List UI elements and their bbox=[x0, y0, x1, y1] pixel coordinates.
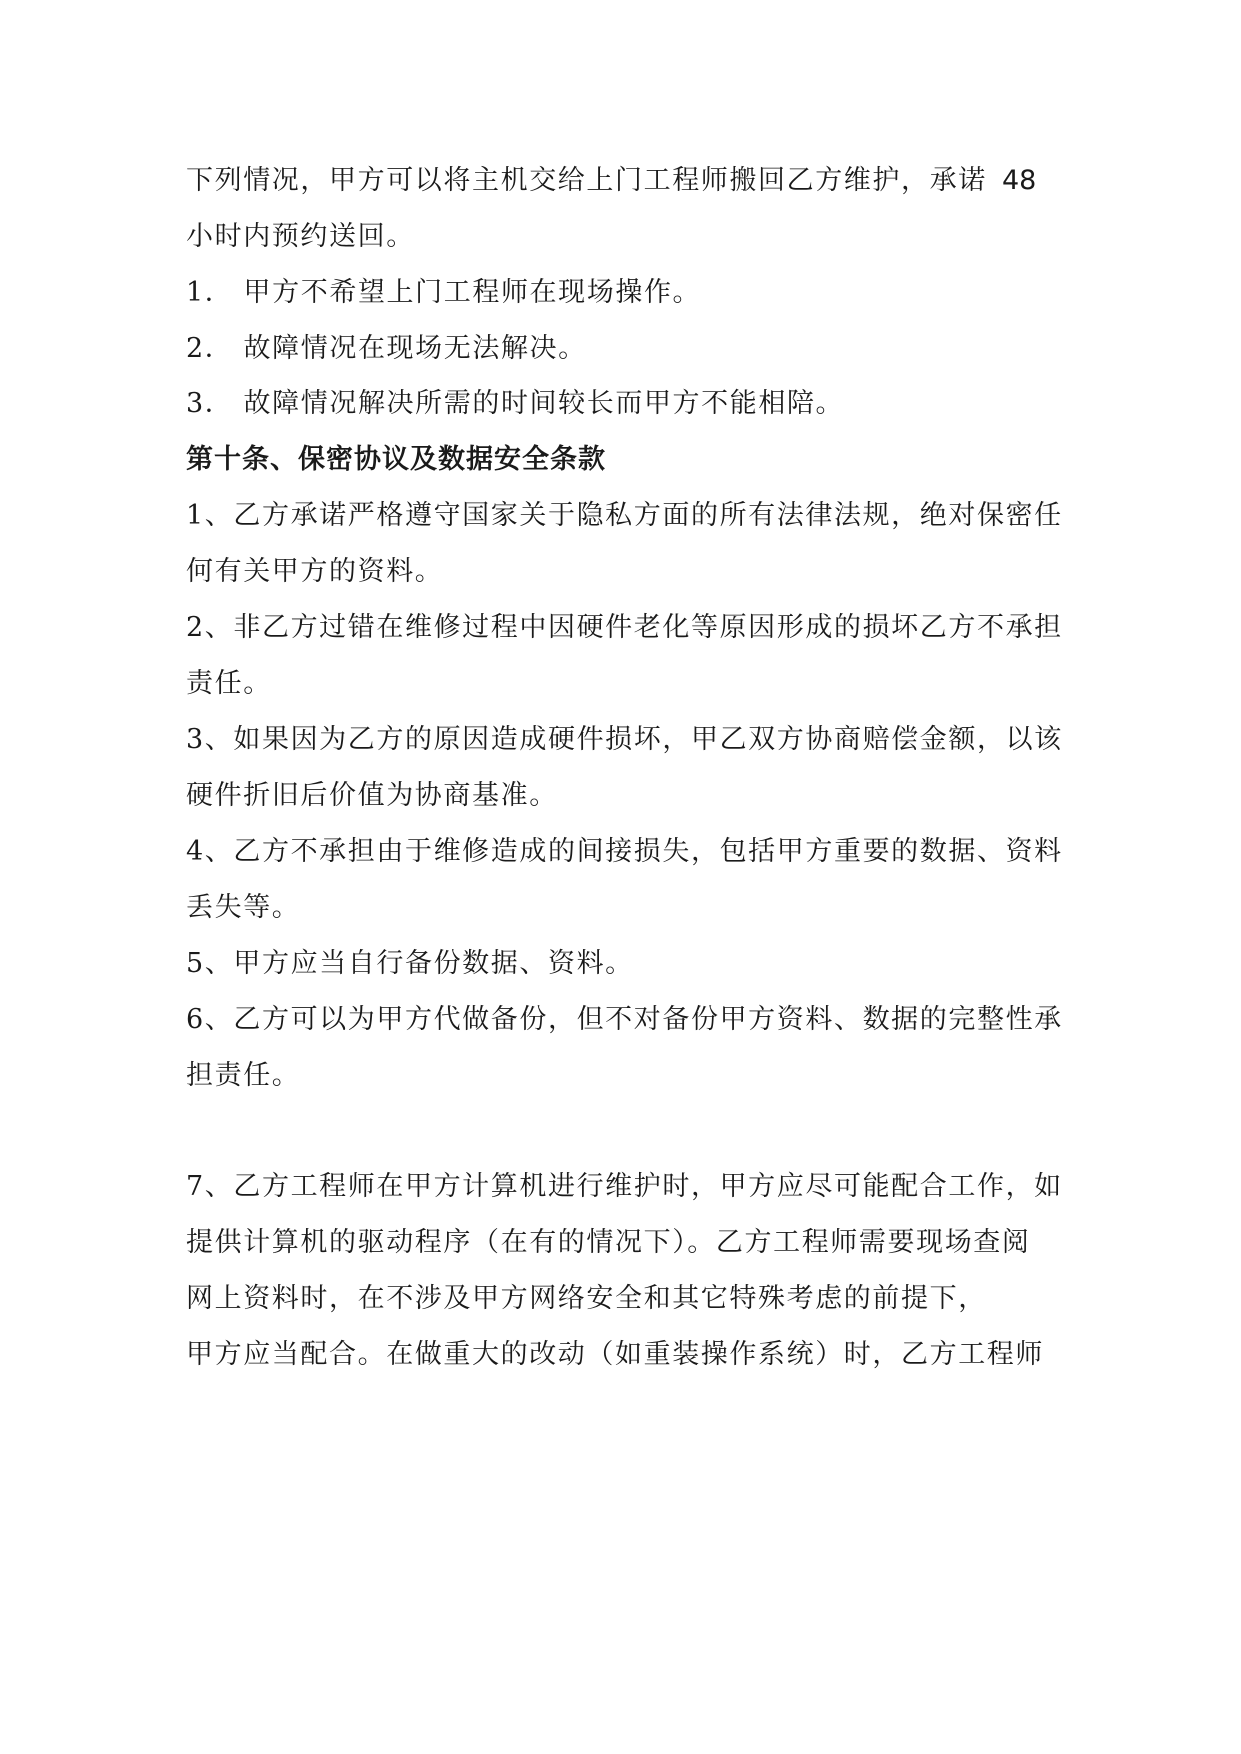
clause-1-cont: 何有关甲方的资料。 bbox=[186, 556, 444, 587]
clause-3: 3、如果因为乙方的原因造成硬件损坏，甲乙双方协商赔偿金额，以该 bbox=[186, 724, 1063, 755]
list-item-1: 1． 甲方不希望上门工程师在现场操作。 bbox=[186, 277, 702, 308]
clause-7-cont-2: 网上资料时，在不涉及甲方网络安全和其它特殊考虑的前提下， bbox=[186, 1283, 987, 1314]
clause-4-cont: 丢失等。 bbox=[186, 892, 301, 923]
clause-6: 6、乙方可以为甲方代做备份，但不对备份甲方资料、数据的完整性承 bbox=[186, 1004, 1063, 1035]
clause-2-cont: 责任。 bbox=[186, 668, 272, 699]
clause-1: 1、乙方承诺严格遵守国家关于隐私方面的所有法律法规，绝对保密任 bbox=[186, 500, 1063, 531]
hours-number: 48 bbox=[1002, 165, 1037, 196]
section-heading: 第十条、保密协议及数据安全条款 bbox=[186, 444, 606, 475]
clause-6-cont: 担责任。 bbox=[186, 1060, 301, 1091]
clause-7: 7、乙方工程师在甲方计算机进行维护时，甲方应尽可能配合工作，如 bbox=[186, 1171, 1063, 1202]
clause-7-cont-1: 提供计算机的驱动程序（在有的情况下）。乙方工程师需要现场查阅 bbox=[186, 1227, 1031, 1258]
clause-4: 4、乙方不承担由于维修造成的间接损失，包括甲方重要的数据、资料 bbox=[186, 836, 1063, 867]
list-item-2: 2． 故障情况在现场无法解决。 bbox=[186, 333, 587, 364]
clause-3-cont: 硬件折旧后价值为协商基准。 bbox=[186, 780, 558, 811]
clause-7-cont-3: 甲方应当配合。在做重大的改动（如重装操作系统）时，乙方工程师 bbox=[186, 1339, 1044, 1370]
clause-5: 5、甲方应当自行备份数据、资料。 bbox=[186, 948, 634, 979]
text-line-intro: 下列情况，甲方可以将主机交给上门工程师搬回乙方维护，承诺 bbox=[186, 165, 987, 196]
list-item-3: 3． 故障情况解决所需的时间较长而甲方不能相陪。 bbox=[186, 388, 845, 419]
text-line-intro-cont: 小时内预约送回。 bbox=[186, 221, 415, 252]
clause-2: 2、非乙方过错在维修过程中因硬件老化等原因形成的损坏乙方不承担 bbox=[186, 612, 1063, 643]
